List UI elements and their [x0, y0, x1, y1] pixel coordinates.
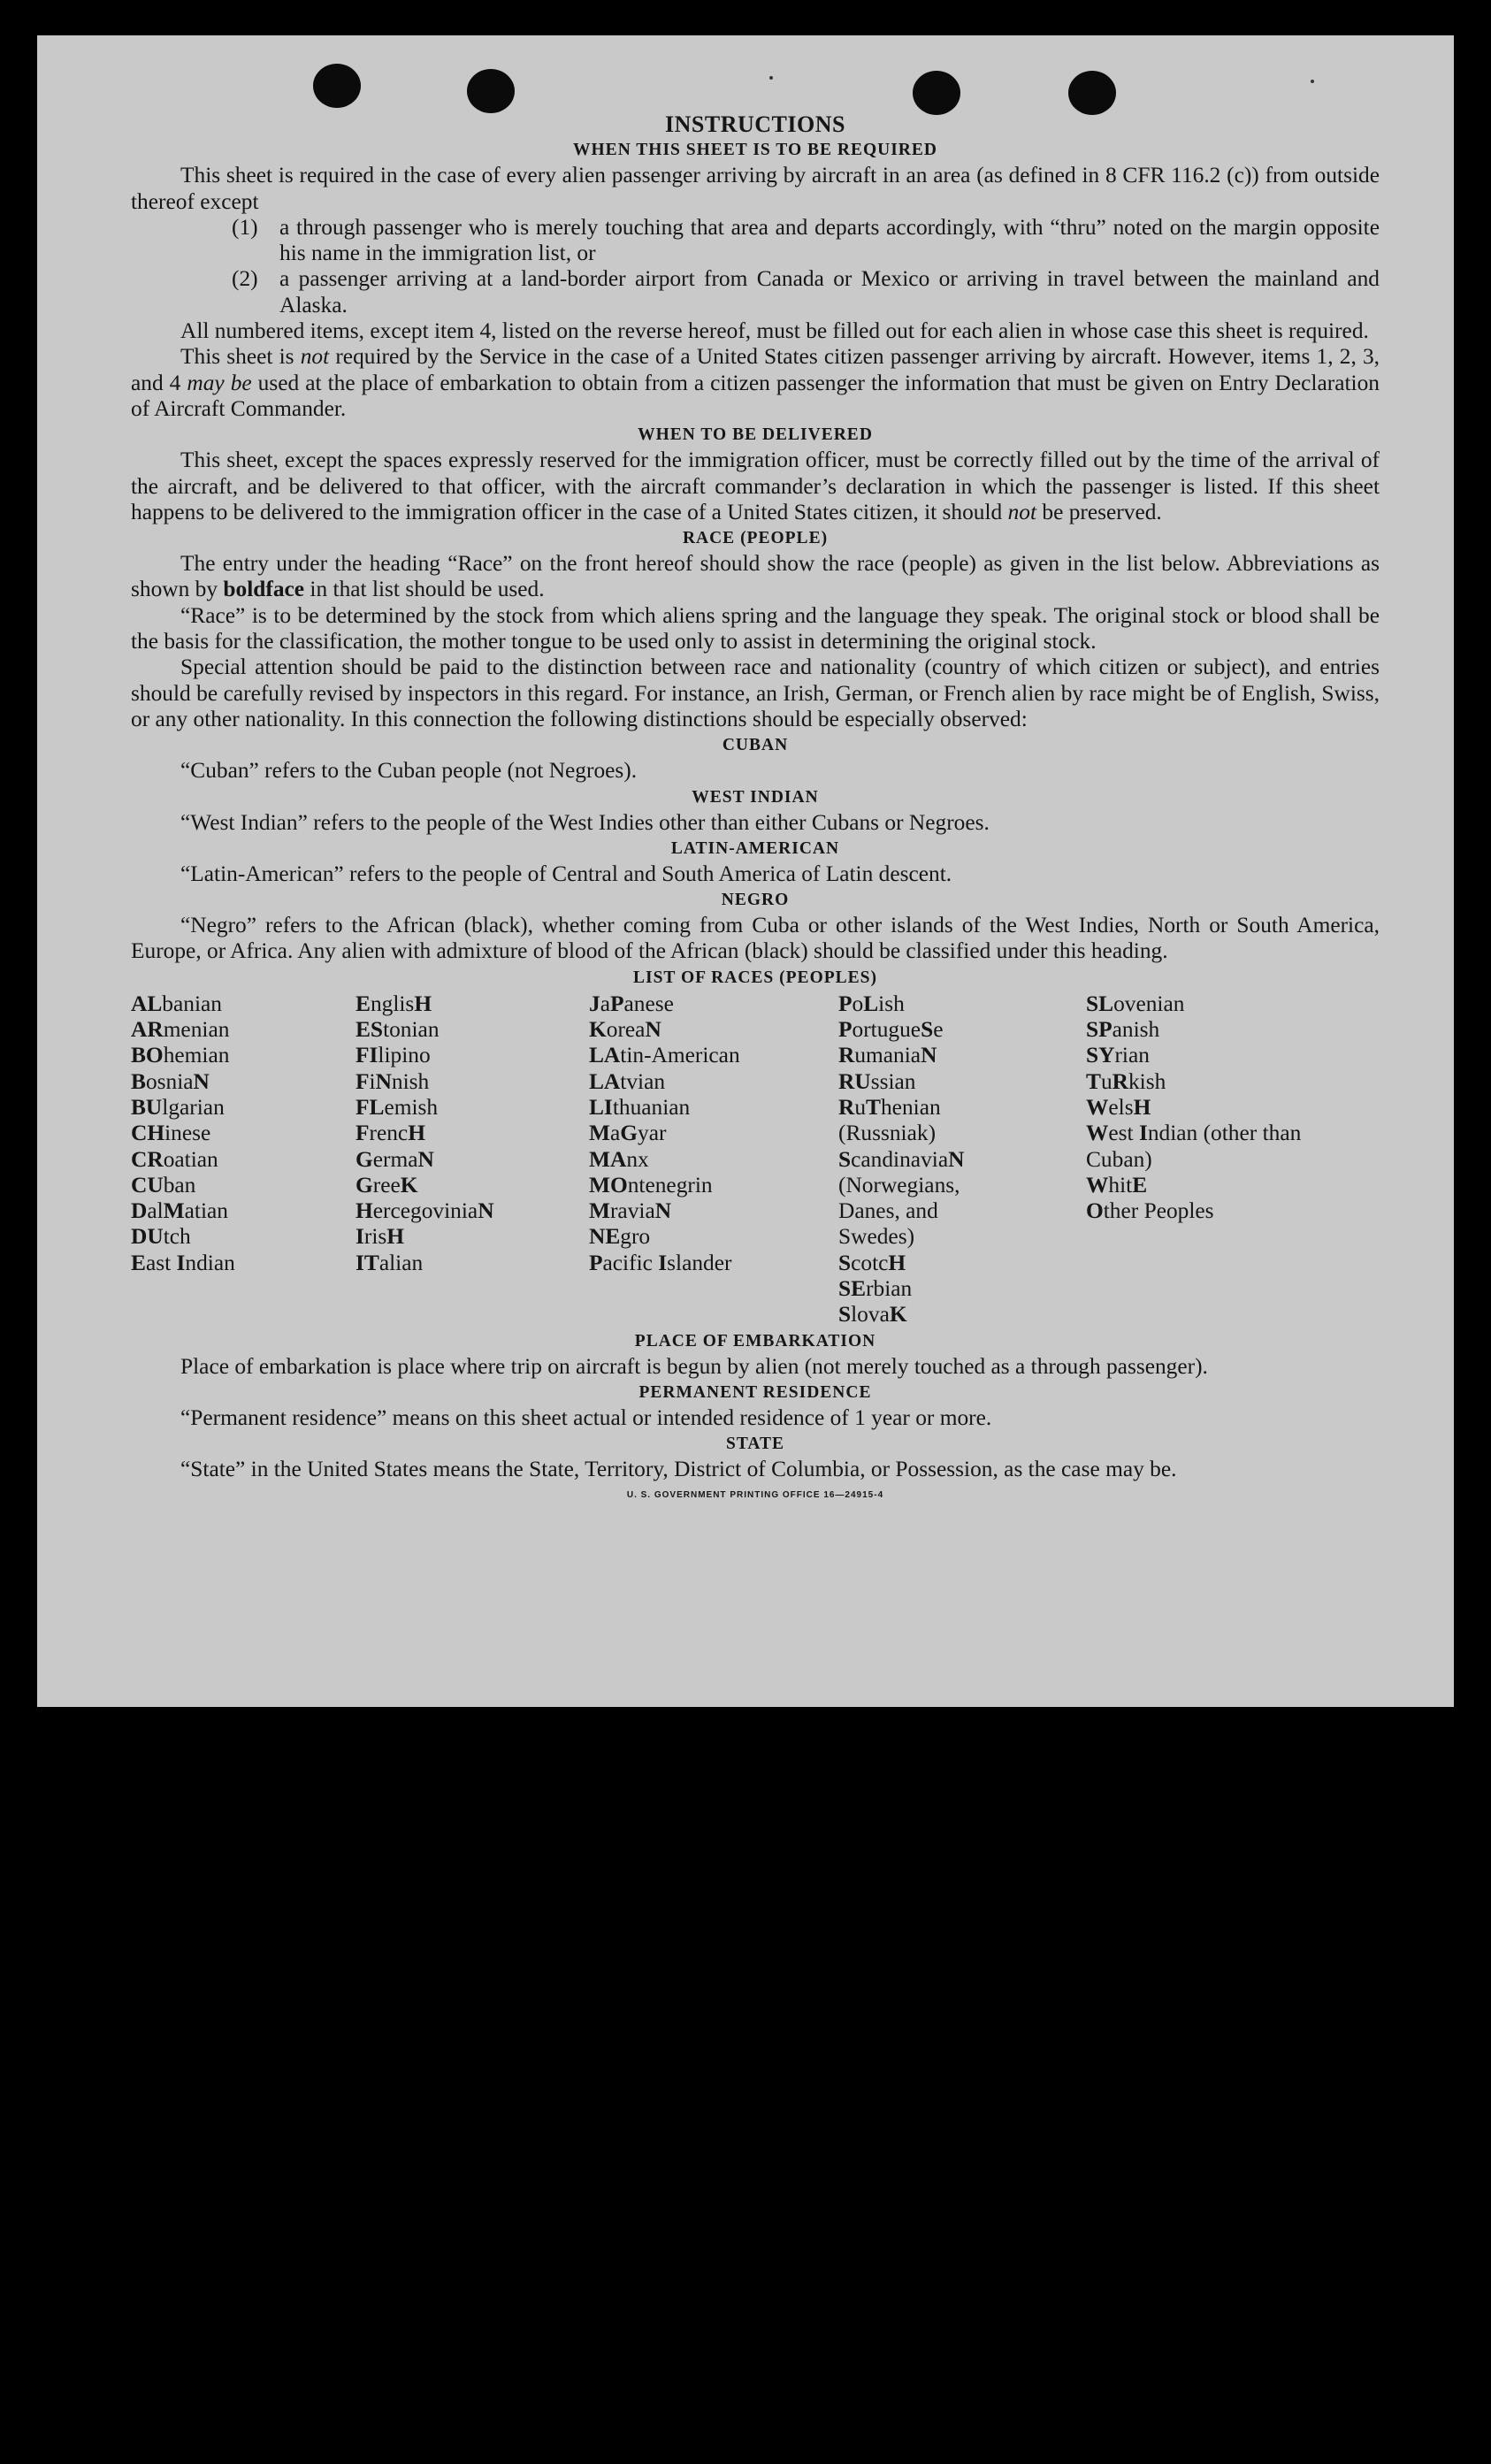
race-entry: East Indian [131, 1250, 235, 1275]
race-entry: LAtin-American [589, 1043, 740, 1068]
race-entry: ITalian [356, 1250, 424, 1275]
paragraph: Place of embarkation is place where trip on aircraft is begun by alien (not merely touched as a through passenger). [180, 1353, 1208, 1379]
instructions-body [131, 111, 1380, 1509]
race-entry: RUssian [838, 1068, 916, 1094]
paragraph: This sheet is not required by the Service in the case of a United States citizen passenger arriving by aircraft. However, items 1, 2, 3, and 4 may be used at the place of embarkation to obtain from a citizen passenger the information that must be given on Entry Declaration of Aircraft Commander. [131, 344, 1380, 421]
race-entry: SErbian [838, 1275, 913, 1301]
heading-when-delivered: WHEN TO BE DELIVERED [638, 425, 873, 445]
paragraph: This sheet, except the spaces expressly reserved for the immigration officer, must be correctly filled out by the time of the arrival of the aircraft, and be delivered to that officer, with the aircraft commander’s declaration in which the passenger is listed. If this sheet happens to be delivered to the immigration officer in the case of a United States citizen, it should not be preserved. [131, 448, 1380, 524]
race-entry: KoreaN [589, 1017, 661, 1043]
race-entry: FiNnish [356, 1068, 430, 1094]
race-column [1086, 991, 1307, 1328]
race-entry: HercegoviniaN [356, 1198, 494, 1224]
race-entry: CUban [131, 1172, 196, 1198]
race-entry: SlovaK [838, 1302, 907, 1328]
heading-negro: NEGRO [721, 891, 790, 910]
race-entry: TuRkish [1086, 1068, 1166, 1094]
race-entry: LIthuanian [589, 1094, 691, 1120]
race-list [131, 991, 1380, 1328]
race-column [131, 991, 356, 1328]
heading-latin-american: LATIN-AMERICAN [670, 838, 840, 858]
race-entry: IrisH [356, 1224, 405, 1250]
race-entry: MAnx [589, 1146, 649, 1172]
paragraph: “Race” is to be determined by the stock from which aliens spring and the language they speak. The original stock or blood shall be the basis for the classification, the mother tongue to be used only to assist in determining the original stock. [131, 602, 1380, 654]
race-entry: FLemish [356, 1094, 439, 1120]
exception-item: (1) a through passenger who is merely touching that area and departs accordingly, with “thru” noted on the margin opposite his name in the immigration list, or [232, 214, 1380, 266]
heading-when-required: WHEN THIS SHEET IS TO BE REQUIRED [573, 141, 937, 160]
race-entry: ARmenian [131, 1017, 230, 1043]
race-entry: GermaN [356, 1146, 434, 1172]
race-entry: MOntenegrin [589, 1172, 713, 1198]
heading-list-of-races: LIST OF RACES (PEOPLES) [632, 968, 877, 987]
punch-hole [467, 69, 515, 113]
race-entry: PortugueSe [838, 1017, 944, 1043]
paragraph: The entry under the heading “Race” on the front hereof should show the race (people) as given in the list below. Abbreviations as shown by boldface in that list should be used. [131, 551, 1380, 602]
heading-race: RACE (PEOPLE) [682, 529, 829, 548]
race-entry: WelsH [1086, 1094, 1151, 1120]
race-entry: SYrian [1086, 1043, 1150, 1068]
paragraph: All numbered items, except item 4, listed on the reverse hereof, must be filled out for each alien in whose case this sheet is required. [180, 318, 1369, 344]
race-entry: WhitE [1086, 1172, 1148, 1198]
race-entry: MraviaN [589, 1198, 672, 1224]
race-entry: SLovenian [1086, 991, 1185, 1016]
race-entry: DUtch [131, 1224, 191, 1250]
exception-item: (2) a passenger arriving at a land-border airport from Canada or Mexico or arriving in travel between the mainland and Alaska. [232, 266, 1380, 318]
race-entry: EStonian [356, 1017, 440, 1043]
paragraph: “Negro” refers to the African (black), whether coming from Cuba or other islands of the West Indies, North or South America, Europe, or Africa. Any alien with admixture of blood of the African (black) should be classified under this heading. [131, 913, 1380, 964]
race-entry: PoLish [838, 991, 905, 1016]
speck [769, 76, 773, 80]
punch-hole [1068, 71, 1116, 115]
document-sheet [37, 35, 1454, 1707]
race-column [356, 991, 589, 1328]
printing-office-footer: U. S. GOVERNMENT PRINTING OFFICE 16—24915-4 [626, 1490, 884, 1501]
race-entry: CRoatian [131, 1146, 218, 1172]
paragraph: “State” in the United States means the State, Territory, District of Columbia, or Possession, as the case may be. [180, 1457, 1177, 1482]
paragraph: This sheet is required in the case of every alien passenger arriving by aircraft in an area (as defined in 8 CFR 116.2 (c)) from outside thereof except [131, 163, 1380, 214]
race-entry: JaPanese [589, 991, 674, 1016]
race-entry: West Indian (other than Cuban) [1086, 1121, 1302, 1172]
race-entry: BUlgarian [131, 1094, 225, 1120]
race-entry: GreeK [356, 1172, 418, 1198]
race-entry: RuThenian (Russniak) [838, 1094, 941, 1146]
paragraph: “Permanent residence” means on this sheet actual or intended residence of 1 year or more. [180, 1404, 992, 1430]
punch-hole [313, 64, 361, 108]
race-entry: CHinese [131, 1121, 211, 1146]
race-entry: DalMatian [131, 1198, 228, 1224]
race-entry: FIlipino [356, 1043, 431, 1068]
heading-west-indian: WEST INDIAN [692, 787, 819, 807]
race-column [838, 991, 1086, 1328]
heading-embarkation: PLACE OF EMBARKATION [634, 1331, 876, 1351]
race-entry: ScotcH [838, 1250, 906, 1275]
race-entry: SPanish [1086, 1017, 1160, 1043]
race-entry: BOhemian [131, 1043, 230, 1068]
race-entry: EnglisH [356, 991, 432, 1016]
heading-state: STATE [725, 1435, 785, 1454]
race-entry: BosniaN [131, 1068, 210, 1094]
race-entry: Pacific Islander [589, 1250, 732, 1275]
page-title: INSTRUCTIONS [665, 111, 845, 137]
paragraph: “Latin-American” refers to the people of Central and South America of Latin descent. [180, 861, 952, 886]
heading-cuban: CUBAN [722, 736, 789, 755]
race-entry: ALbanian [131, 991, 222, 1016]
paragraph: Special attention should be paid to the distinction between race and nationality (country of which citizen or subject), and entries should be carefully revised by inspectors in this regard. For instance, an Irish, German, or French alien by race might be of English, Swiss, or any other nationality. In this connection the following distinctions should be especially observed: [131, 654, 1380, 731]
race-entry: NEgro [589, 1224, 651, 1250]
race-entry: RumaniaN [838, 1043, 937, 1068]
race-column [589, 991, 838, 1328]
heading-residence: PERMANENT RESIDENCE [638, 1382, 872, 1402]
paragraph: “Cuban” refers to the Cuban people (not Negroes). [180, 758, 638, 784]
paragraph: “West Indian” refers to the people of the West Indies other than either Cubans or Negroes. [180, 809, 990, 835]
speck [1311, 80, 1314, 83]
race-entry: Other Peoples [1086, 1198, 1214, 1224]
race-entry: LAtvian [589, 1068, 666, 1094]
race-entry: MaGyar [589, 1121, 667, 1146]
race-entry: ScandinaviaN (Norwegians, Danes, and Swedes) [838, 1146, 965, 1250]
punch-hole [913, 71, 960, 115]
race-entry: FrencH [356, 1121, 425, 1146]
